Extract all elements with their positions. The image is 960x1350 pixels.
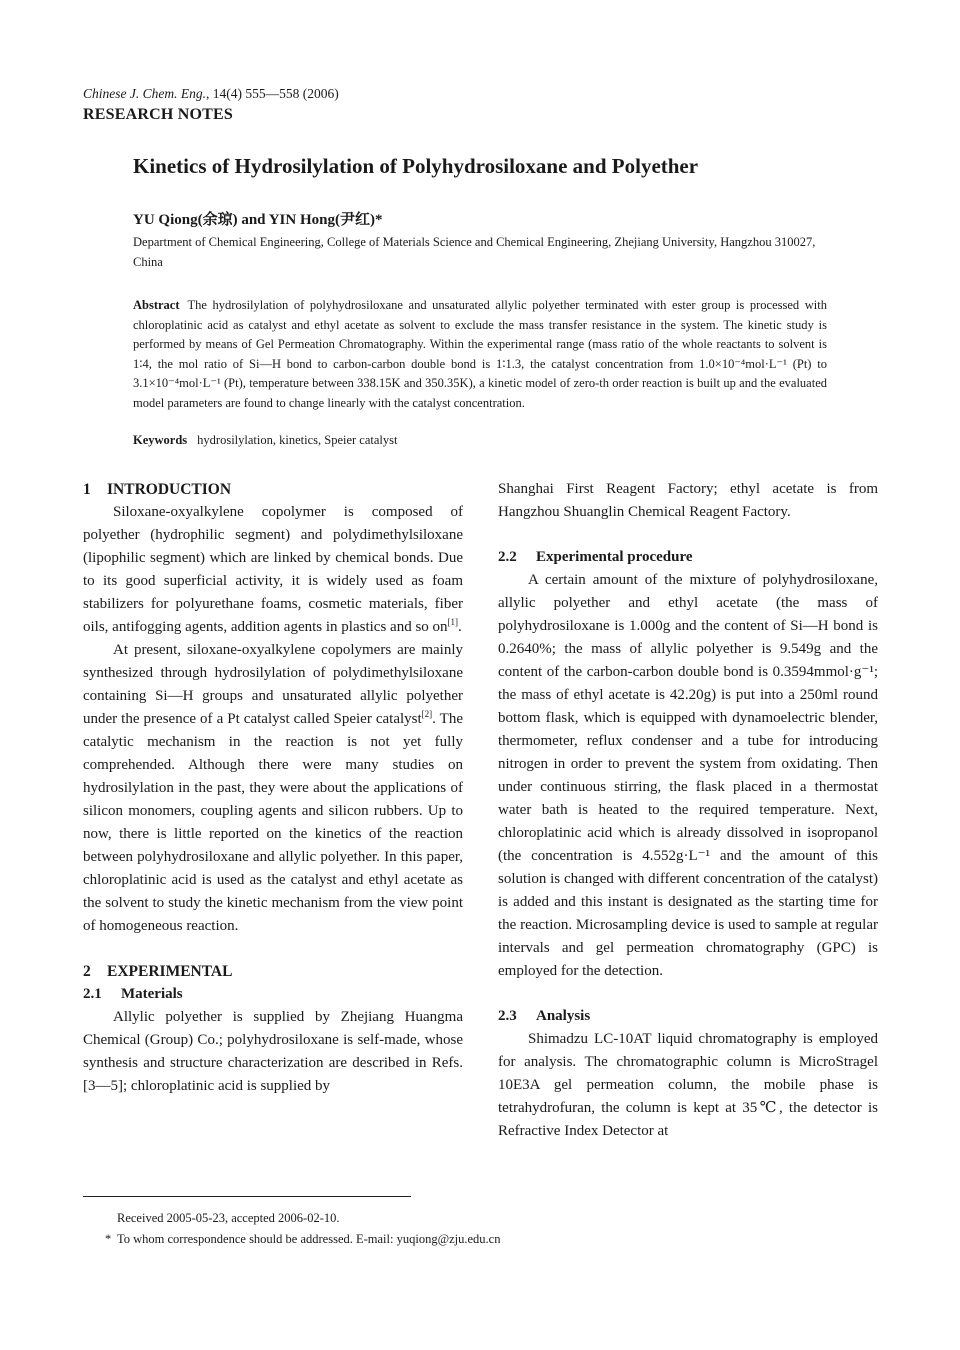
- intro-paragraph-2: [83, 639, 463, 938]
- section-tag: RESEARCH NOTES: [83, 106, 233, 123]
- subsection-number: 2.1: [83, 986, 102, 1002]
- subsection-title: Materials: [121, 986, 183, 1002]
- citation-ref: [2]: [421, 709, 433, 719]
- subsection-number: 2.2: [498, 549, 517, 565]
- intro-paragraph-1: [83, 501, 463, 639]
- procedure-paragraph: A certain amount of the mixture of polyhydrosiloxane, allylic polyether and ethyl acetate (the mass of polyhydrosiloxane is 1.000g and the content of Si—H bond is 0.2640%; the mass of allylic polyether is 9.549g and the content of the carbon-carbon double bond is 0.3594mmol·g⁻¹; the mass of ethyl acetate is 42.20g) is put into a 250ml round bottom flask, which is equipped with dynamoelectric blender, thermometer, reflux condenser and a tube for introducing nitrogen in order to prevent the system from oxidating. Then under continuous stirring, the flask placed in a thermostat water bath is heated to the required temperature. Next, chloroplatinic acid which is already dissolved in isopropanol (the concentration is 4.552g·L⁻¹ and the amount of this solution is changed with different concentration of the catalyst) is added and this instant is designated as the starting time for the reaction. Microsampling device is used to sample at regular intervals and gel permeation chromatography (GPC) is employed for the detection.: [498, 572, 878, 979]
- journal-citation: [83, 86, 339, 102]
- journal-name: Chinese J. Chem. Eng.: [83, 86, 206, 101]
- keywords-text: hydrosilylation, kinetics, Speier catalyst: [197, 433, 398, 447]
- section-title: INTRODUCTION: [107, 481, 232, 498]
- subsection-title: Experimental procedure: [536, 549, 693, 565]
- paper-authors: YU Qiong(余琼) and YIN Hong(尹红)*: [133, 212, 383, 228]
- paragraph-text-end: . The catalytic mechanism in the reaction is not yet fully comprehended. Although there were many studies on hydrosilylation in the past, they were about the applications of silicon monomers, coupling agents and silicon rubbers. Up to now, there is little reported on the kinetics of the reaction between polyhydrosiloxane and allylic polyether. In this paper, chloroplatinic acid is used as the catalyst and ethyl acetate as the solvent to study the kinetic mechanism from the view point of homogeneous reaction.: [83, 711, 463, 934]
- correspondence-footnote: [105, 1229, 501, 1250]
- abstract-text: The hydrosilylation of polyhydrosiloxane and unsaturated allylic polyether terminated with ester group is processed with chloroplatinic acid as catalyst and ethyl acetate as solvent to exclude the mass transfer resistance in the system. The kinetic study is performed by means of Gel Permeation Chromatography. Within the experimental range (mass ratio of the whole reactants to solvent is 1∶4, the mol ratio of Si—H bond to carbon-carbon double bond is 1∶1.3, the catalyst concentration from 1.0×10⁻⁴mol·L⁻¹ (Pt) to 3.1×10⁻⁴mol·L⁻¹ (Pt), temperature between 338.15K and 350.35K), a kinetic model of zero-th order reaction is built up and the evaluated model parameters are found to change linearly with the catalyst concentration.: [133, 298, 827, 410]
- footnotes: [105, 1208, 501, 1250]
- abstract: [133, 296, 827, 414]
- materials-paragraph: Allylic polyether is supplied by Zhejiang Huangma Chemical (Group) Co.; polyhydrosiloxane is self-made, whose synthesis and structure characterization are described in Refs.[3—5]; chloroplatinic acid is supplied by: [83, 1009, 463, 1094]
- footnote-divider: [83, 1196, 411, 1197]
- paragraph-text: Siloxane-oxyalkylene copolymer is composed of polyether (hydrophilic segment) and polydimethylsiloxane (lipophilic segment) which are linked by chemical bonds. Due to its good superficial activity, it is widely used as foam stabilizers for polyurethane foams, cosmetic materials, fiber oils, antifogging agents, addition agents in plastics and so on: [83, 504, 463, 635]
- section-number: 2: [83, 963, 91, 980]
- right-column: [498, 478, 878, 1143]
- keywords-label: Keywords: [133, 433, 188, 447]
- section-title: EXPERIMENTAL: [107, 963, 233, 980]
- section-heading-introduction: [83, 478, 463, 501]
- analysis-paragraph: Shimadzu LC-10AT liquid chromatography is employed for analysis. The chromatographic column is MicroStragel 10E3A gel permeation column, the mobile phase is tetrahydrofuran, the column is kept at 35℃, the detector is Refractive Index Detector at: [498, 1031, 878, 1139]
- subsection-number: 2.3: [498, 1008, 517, 1024]
- subsection-title: Analysis: [536, 1008, 591, 1024]
- section-number: 1: [83, 481, 91, 498]
- received-date-footnote: Received 2005-05-23, accepted 2006-02-10.: [117, 1211, 340, 1225]
- paragraph-text-end: .: [458, 619, 462, 635]
- subsection-heading-materials: [83, 983, 463, 1006]
- affiliation: Department of Chemical Engineering, College of Materials Science and Chemical Engineering, Zhejiang University, Hangzhou 310027, China: [133, 235, 816, 269]
- subsection-heading-analysis: [498, 1005, 878, 1028]
- footnote-star: *: [105, 1232, 112, 1246]
- keywords: [133, 433, 397, 448]
- subsection-heading-procedure: [498, 546, 878, 569]
- paragraph-text: At present, siloxane-oxyalkylene copolymers are mainly synthesized through hydrosilylation of polydimethylsiloxane containing Si—H groups and unsaturated allylic polyether under the presence of a Pt catalyst called Speier catalyst: [83, 642, 463, 727]
- left-column: [83, 478, 463, 1098]
- materials-paragraph-continued: Shanghai First Reagent Factory; ethyl acetate is from Hangzhou Shuanglin Chemical Reagent Factory.: [498, 481, 878, 520]
- journal-volume-pages: , 14(4) 555—558 (2006): [205, 86, 339, 101]
- section-heading-experimental: [83, 960, 463, 983]
- correspondence-text: To whom correspondence should be addressed. E-mail: yuqiong@zju.edu.cn: [117, 1232, 501, 1246]
- paper-title: Kinetics of Hydrosilylation of Polyhydrosiloxane and Polyether: [133, 154, 699, 178]
- abstract-label: Abstract: [133, 298, 180, 312]
- citation-ref: [1]: [447, 617, 459, 627]
